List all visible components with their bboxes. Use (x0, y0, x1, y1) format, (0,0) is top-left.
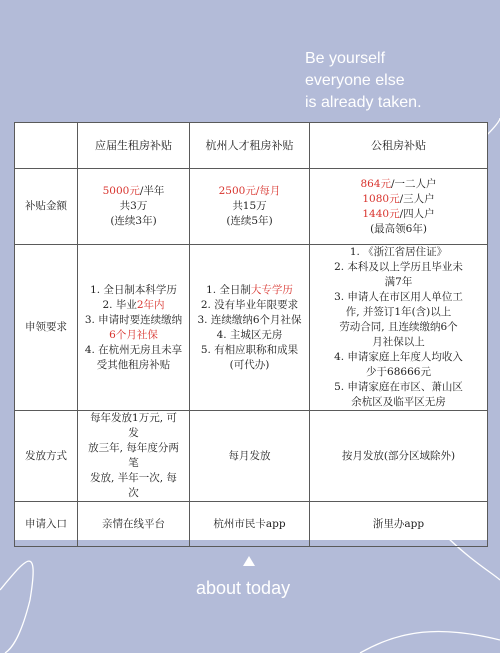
cell-line: 1. 全日制本科学历 (90, 283, 177, 296)
amount-graduate (78, 169, 190, 245)
cell-line: 少于68666元 (366, 366, 431, 378)
tagline-line-2: everyone else (305, 72, 405, 89)
row-label-amount: 补贴金额 (15, 169, 78, 245)
row-label-requirements: 申领要求 (15, 245, 78, 411)
amount-public (310, 169, 488, 245)
entry-graduate: 亲情在线平台 (78, 502, 190, 547)
cell-line: 共3万 (119, 200, 148, 212)
about-today-caption: about today (196, 578, 291, 598)
cell-line: 5000元/半年 (102, 185, 165, 197)
cell-line: 2. 没有毕业年限要求 (200, 298, 299, 311)
table-row (15, 169, 488, 245)
tagline-line-3: is already taken. (305, 94, 422, 111)
cell-line: 3. 连续缴纳6个月社保 (197, 313, 302, 326)
cell-line: 发 (128, 427, 139, 439)
cell-line: 每年发放1万元, 可 (90, 412, 177, 424)
requirements-talent (190, 245, 310, 411)
cell-line: (最高领6年) (370, 222, 427, 235)
table-header-row (15, 123, 488, 169)
table-row (15, 502, 488, 547)
row-label-entry: 申请入口 (15, 502, 78, 547)
table-row (15, 245, 488, 411)
entry-talent: 杭州市民卡app (190, 502, 310, 547)
cell-line: 劳动合同, 且连续缴纳6个 (339, 321, 458, 333)
cell-line: 共15万 (232, 200, 267, 212)
cell-line: 4. 在杭州无房且未享 (84, 343, 183, 356)
cell-line: 满7年 (384, 276, 413, 288)
cell-line: 6个月社保 (109, 328, 158, 341)
cell-line: 1080元/三人户 (362, 192, 435, 205)
amount-talent (190, 169, 310, 245)
cell-line: 4. 申请家庭上年度人均收入 (334, 351, 463, 363)
cell-line: 1. 全日制大专学历 (206, 283, 293, 296)
cell-line: 作, 并签订1年(含)以上 (345, 306, 452, 318)
tagline-line-1: Be yourself (305, 50, 386, 67)
header-talent-subsidy: 杭州人才租房补贴 (190, 123, 310, 169)
cell-line: (连续3年) (110, 215, 157, 227)
cell-line: 受其他租房补贴 (96, 358, 171, 371)
cell-line: 1440元/四人户 (362, 207, 435, 220)
header-corner (15, 123, 78, 169)
cell-line: 864元/一二人户 (360, 177, 437, 190)
cell-line: (可代办) (229, 358, 270, 371)
cell-line: 2500元/每月 (218, 185, 281, 197)
cell-line: 放三年, 每年度分两 (88, 442, 179, 454)
cell-line: 2. 本科及以上学历且毕业未 (334, 261, 463, 273)
triangle-icon (243, 556, 255, 566)
cell-line: 1. 《浙江省居住证》 (349, 246, 448, 258)
cell-line: 4. 主城区无房 (216, 328, 283, 341)
requirements-graduate (78, 245, 190, 411)
entry-public: 浙里办app (310, 502, 488, 547)
cell-line: 5. 申请家庭在市区、萧山区 (334, 381, 463, 393)
tagline (305, 48, 495, 114)
header-public-rental-subsidy: 公租房补贴 (310, 123, 488, 169)
cell-line: 3. 申请时要连续缴纳 (84, 313, 183, 326)
cell-line: 余杭区及临平区无房 (351, 396, 446, 408)
cell-line: 月社保以上 (372, 336, 425, 348)
cell-line: (连续5年) (226, 215, 273, 227)
cell-line: 2. 毕业2年内 (102, 298, 165, 311)
distribution-talent: 每月发放 (190, 411, 310, 502)
distribution-public: 按月发放(部分区域除外) (310, 411, 488, 502)
header-graduate-subsidy: 应届生租房补贴 (78, 123, 190, 169)
distribution-graduate (78, 411, 190, 502)
cell-line: 3. 申请人在市区用人单位工 (334, 291, 463, 303)
cell-line: 5. 有相应职称和成果 (200, 343, 299, 356)
requirements-public (310, 245, 488, 411)
cell-line: 发放, 半年一次, 每 (90, 472, 177, 484)
row-label-distribution: 发放方式 (15, 411, 78, 502)
table-row (15, 411, 488, 502)
cell-line: 次 (128, 487, 139, 499)
subsidy-table (14, 122, 488, 547)
cell-line: 笔 (128, 457, 139, 469)
